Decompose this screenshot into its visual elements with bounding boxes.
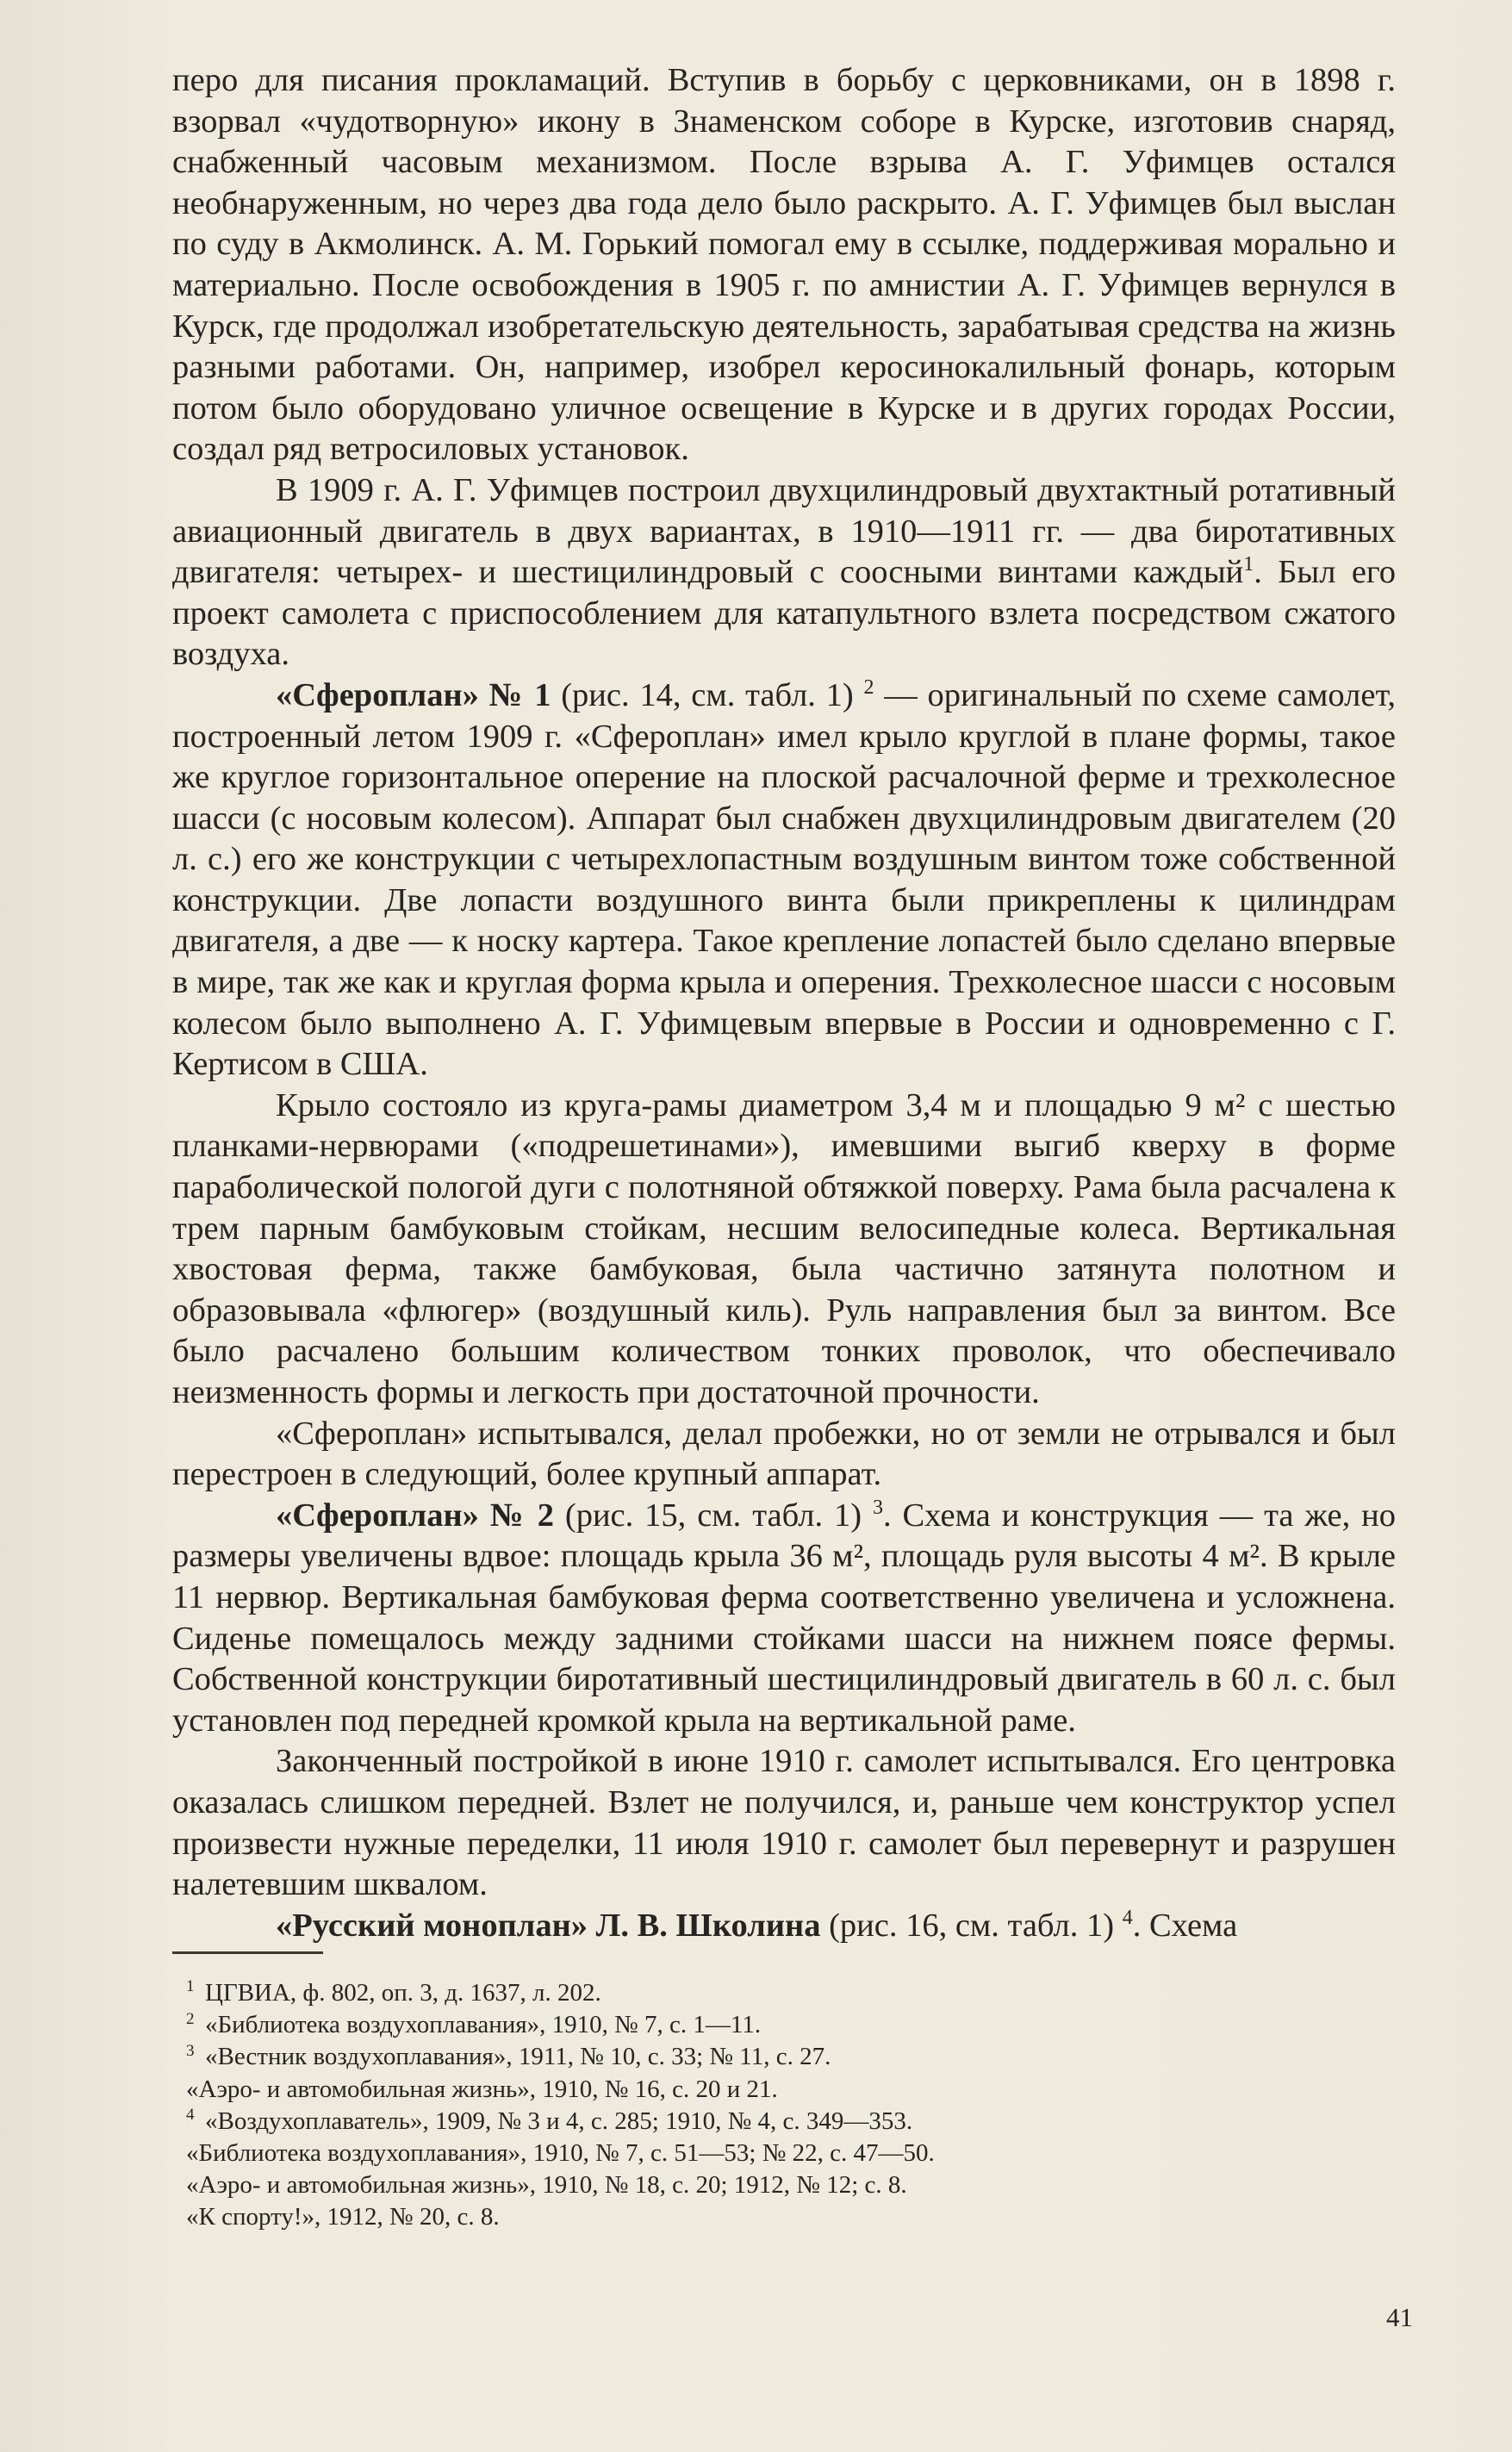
paragraph-text: Крыло состояло из круга-рамы диаметром 3,4 м и площадью 9 м² с шестью планками-нервюрами («подрешетинами»), имевшими выгиб кверху в форме параболической пологой дуги с полотняной обтяжкой поверху. Рама была расчалена к трем парным бамбуковым стойкам, несшим велосипедные колеса. Вертикальная хвостовая ферма, также бамбуковая, была частично затянута полотном и образовывала «флюгер» (воздушный киль). Руль направления был за винтом. Все было расчалено большим количеством тонких проволок, что обеспечивало неизменность формы и легкость при достаточной прочности. <box>172 1086 1396 1410</box>
paragraph-text: перо для писания прокламаций. Вступив в борьбу с церковниками, он в 1898 г. взорвал «чудотворную» икону в Знаменском соборе в Курске, изготовив снаряд, снабженный часовым механизмом. После взрыва А. Г. Уфимцев остался необнаруженным, но через два года дело было раскрыто. А. Г. Уфимцев был выслан по суду в Акмолинск. А. М. Горький помогал ему в ссылке, поддерживая морально и материально. После освобождения в 1905 г. по амнистии А. Г. Уфимцев вернулся в Курск, где продолжал изобретательскую деятельность, зарабатывая средства на жизнь разными работами. Он, например, изобрел керосинокалильный фонарь, которым потом было оборудовано уличное освещение в Курске и в других городах России, создал ряд ветросиловых установок. <box>172 62 1396 468</box>
footnote-separator <box>172 1951 323 1954</box>
footnote-entry <box>172 2138 1396 2169</box>
paragraph-text: (рис. 14, см. табл. 1) <box>551 676 864 713</box>
footnote-entry <box>172 2074 1396 2106</box>
aircraft-name: «Сфероплан» № 1 <box>276 676 551 713</box>
aircraft-name: «Сфероплан» № 2 <box>276 1497 554 1534</box>
footnotes <box>172 1977 1396 2234</box>
paragraph-text: «Сфероплан» испытывался, делал пробежки, но от земли не отрывался и был перестроен в следующий, более крупный аппарат. <box>172 1415 1396 1493</box>
aircraft-name: «Русский моноплан» Л. В. Школина <box>276 1907 821 1944</box>
footnote-text: «К спорту!», 1912, № 20, с. 8. <box>186 2203 500 2231</box>
paragraph-text: . Схема и конструкция — та же, но размеры увеличены вдвое: площадь крыла 36 м², площадь руля высоты 4 м². В крыле 11 нервюр. Вертикальная бамбуковая ферма соответственно увеличена и усложнена. Сиденье помещалось между задними стойками шасси на нижнем поясе фермы. Собственной конструкции биротативный шестицилиндровый двигатель в 60 л. с. был установлен под передней кромкой крыла на вертикальной раме. <box>172 1497 1396 1739</box>
footnote-reference: 3 <box>872 1496 883 1519</box>
paragraph-text: (рис. 15, см. табл. 1) <box>553 1497 873 1534</box>
paragraph <box>172 1496 1396 1742</box>
paragraph <box>172 1414 1396 1496</box>
paragraph-text: . Был его проект самолета с приспособлением для катапультного взлета посредством сжатого воздуха. <box>172 554 1396 673</box>
page-number: 41 <box>1386 2302 1413 2332</box>
footnote-text: «Аэро- и автомобильная жизнь», 1910, № 18, с. 20; 1912, № 12; с. 8. <box>186 2171 907 2200</box>
footnote-reference: 4 <box>1122 1906 1133 1929</box>
footnote-entry: 3 «Вестник воздухоплавания», 1911, № 10, с. 33; № 11, с. 27. <box>186 2041 831 2071</box>
footnote-text: «Библиотека воздухоплавания», 1910, № 7, с. 1—11. <box>205 2011 762 2039</box>
paragraph-text: Законченный постройкой в июне 1910 г. самолет испытывался. Его центровка оказалась слишком передней. Взлет не получился, и, раньше чем конструктор успел произвести нужные переделки, 11 июля 1910 г. самолет был перевернут и разрушен налетевшим шквалом. <box>172 1743 1396 1903</box>
footnote-text: «Аэро- и автомобильная жизнь», 1910, № 16, с. 20 и 21. <box>186 2075 778 2103</box>
footnote-text: ЦГВИА, ф. 802, оп. 3, д. 1637, л. 202. <box>205 1979 601 2007</box>
paragraph <box>172 1741 1396 1905</box>
paragraph <box>172 1086 1396 1414</box>
paragraph <box>172 675 1396 1086</box>
main-text <box>172 60 1396 1946</box>
paragraph-text: . Схема <box>1132 1907 1238 1944</box>
paragraph-text: (рис. 16, см. табл. 1) <box>820 1907 1123 1944</box>
footnote-entry: 1 ЦГВИА, ф. 802, оп. 3, д. 1637, л. 202. <box>186 1977 601 2007</box>
footnote-entry <box>172 2201 1396 2233</box>
paragraph <box>172 1906 1396 1947</box>
footnote-entry <box>172 2169 1396 2201</box>
paragraph-text: — оригинальный по схеме самолет, построенный летом 1909 г. «Сфероплан» имел крыло круглой в плане формы, такое же круглое горизонтальное оперение на плоской расчалочной ферме и трехколесное шасси (с носовым колесом). Аппарат был снабжен двухцилиндровым двигателем (20 л. с.) его же конструкции с четырехлопастным воздушным винтом тоже собственной конструкции. Две лопасти воздушного винта были прикреплены к цилиндрам двигателя, а две — к носку картера. Такое крепление лопастей было сделано впервые в мире, так же как и круглая форма крыла и оперения. Трехколесное шасси с носовым колесом было выполнено А. Г. Уфимцевым впервые в России и одновременно с Г. Кертисом в США. <box>172 676 1396 1083</box>
footnote-entry: 4 «Воздухоплаватель», 1909, № 3 и 4, с. 285; 1910, № 4, с. 349—353. <box>186 2106 913 2135</box>
footnote-text: «Воздухоплаватель», 1909, № 3 и 4, с. 285; 1910, № 4, с. 349—353. <box>205 2107 913 2135</box>
footnote-text: «Библиотека воздухоплавания», 1910, № 7, с. 51—53; № 22, с. 47—50. <box>186 2139 935 2168</box>
footnote-reference: 1 <box>1243 553 1254 576</box>
paragraph-text: В 1909 г. А. Г. Уфимцев построил двухцилиндровый двухтактный ротативный авиационный двигатель в двух вариантах, в 1910—1911 гг. — два биротативных двигателя: четырех- и шестицилиндровый с соосными винтами каждый <box>172 471 1396 591</box>
footnote-text: «Вестник воздухоплавания», 1911, № 10, с. 33; № 11, с. 27. <box>205 2043 831 2071</box>
footnote-reference: 2 <box>863 676 874 700</box>
footnote-entry: 2 «Библиотека воздухоплавания», 1910, № 7, с. 1—11. <box>186 2009 762 2039</box>
paragraph <box>172 60 1396 470</box>
paragraph <box>172 470 1396 675</box>
